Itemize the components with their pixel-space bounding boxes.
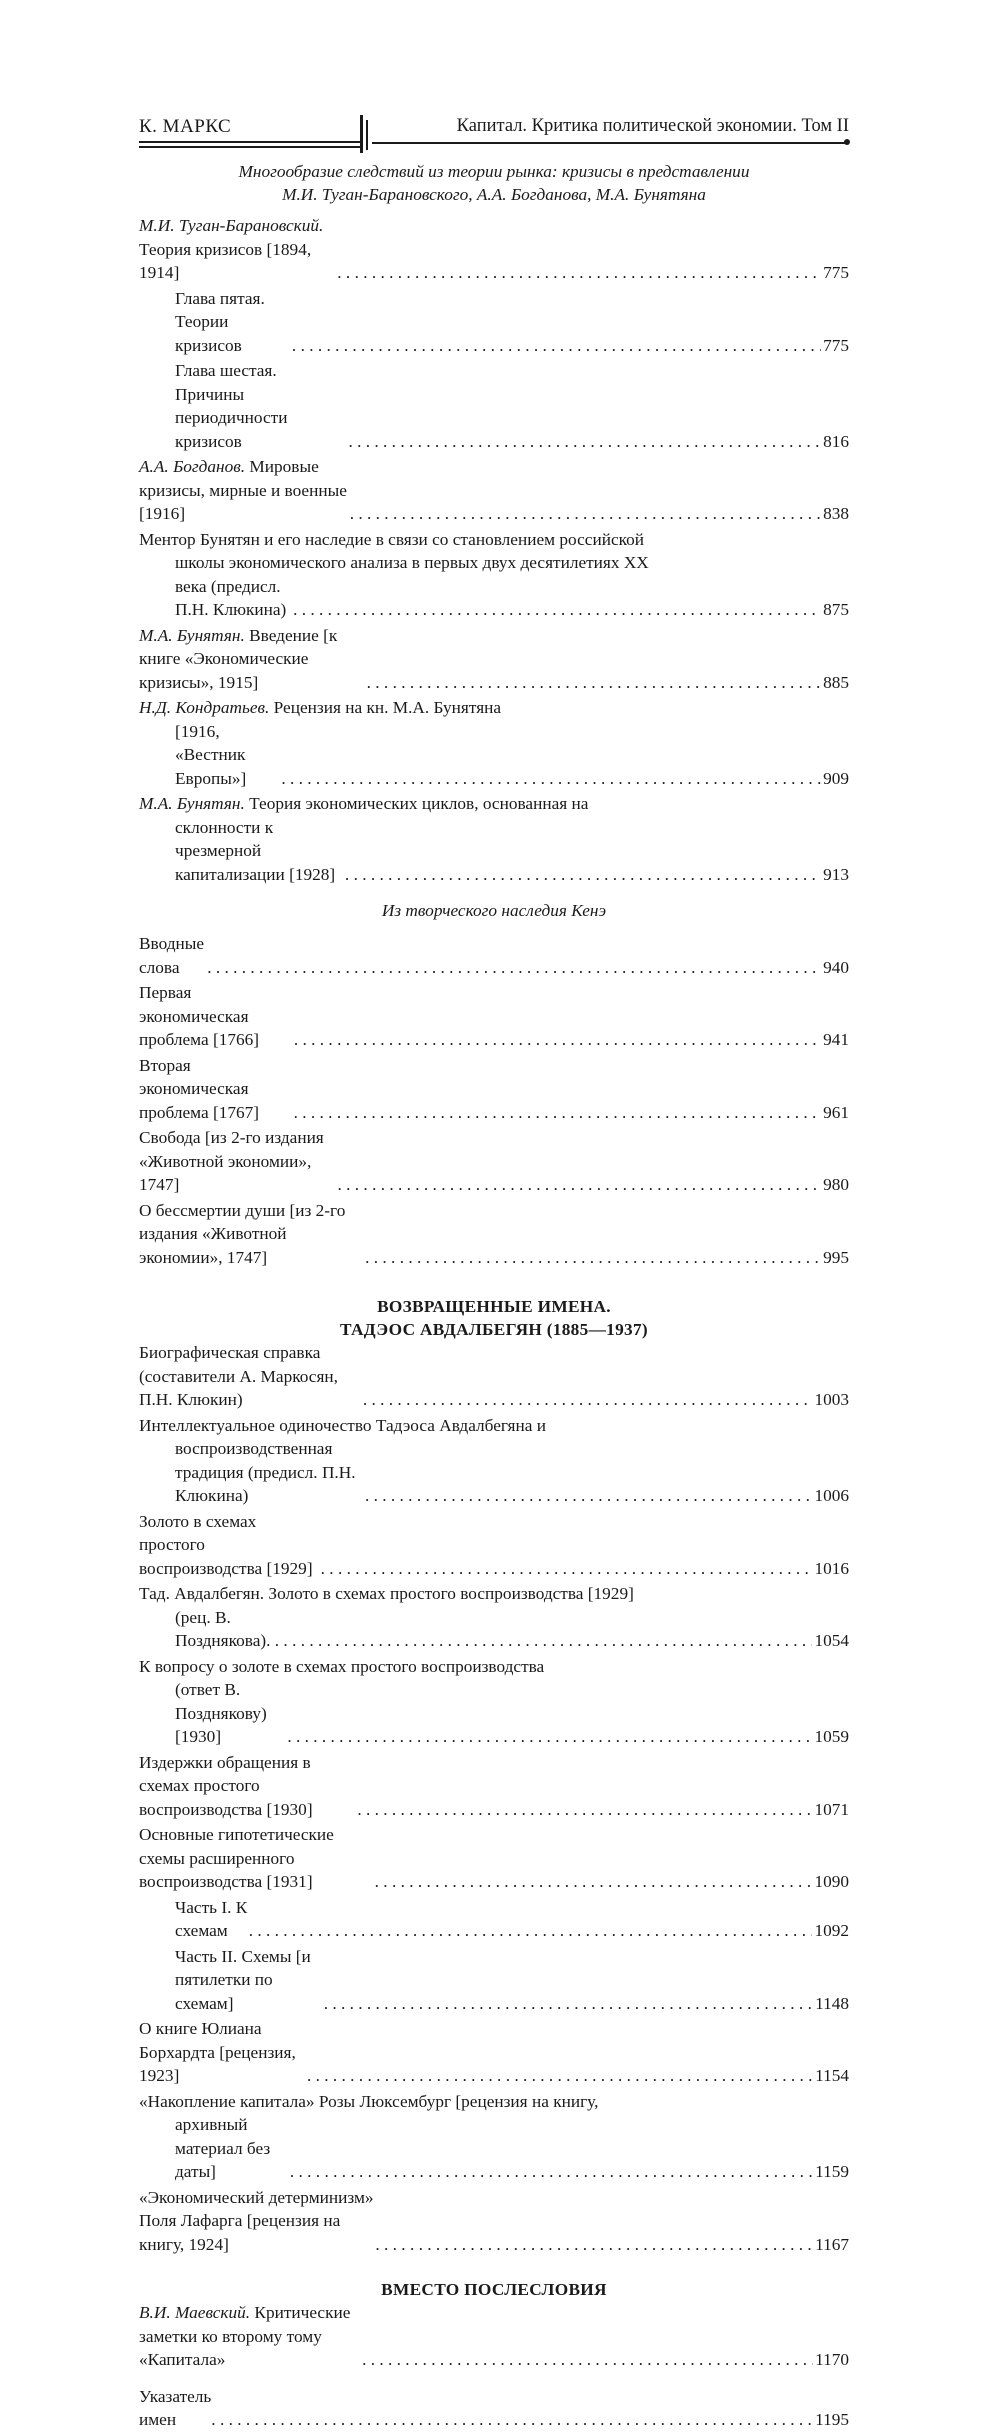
- dot-leader: [367, 671, 821, 695]
- entry-title-continued: [1916, «Вестник Европы»]: [175, 721, 247, 788]
- toc-entry[interactable]: [139, 1655, 849, 1749]
- entry-title-continued: века (предисл. П.Н. Клюкина): [175, 576, 287, 619]
- toc-section: [139, 160, 849, 886]
- page-number: 913: [823, 864, 849, 884]
- toc-entry[interactable]: [139, 359, 849, 453]
- entry-title: «Экономический детерминизм» Поля Лафарга [рецензия на книгу, 1924]: [139, 2187, 374, 2254]
- dot-leader: [294, 1028, 821, 1052]
- toc-entry[interactable]: [139, 792, 849, 886]
- section-title-line: М.И. Туган-Барановского, А.А. Богданова, М.А. Бунятяна: [282, 185, 706, 204]
- toc-entry[interactable]: [139, 2301, 849, 2372]
- entry-author: А.А. Богданов.: [139, 457, 246, 476]
- entry-title: Глава шестая. Причины периодичности кризисов: [175, 361, 288, 451]
- toc-entry[interactable]: [139, 1751, 849, 1822]
- entry-title: Золото в схемах простого воспроизводства [1929]: [139, 1511, 313, 1578]
- section-heading: ВМЕСТО ПОСЛЕСЛОВИЯ: [381, 2280, 607, 2299]
- entry-title: Ментор Бунятян и его наследие в связи со становлением российской: [139, 529, 645, 549]
- dot-leader: [211, 2408, 813, 2432]
- section-heading: [139, 1295, 849, 1341]
- entry-title: Интеллектуальное одиночество Тадэоса Авдалбегяна и: [139, 1415, 546, 1435]
- entry-title: К вопросу о золоте в схемах простого воспроизводства: [139, 1656, 545, 1676]
- entry-title: О бессмертии души [из 2-го издания «Животной экономии», 1747]: [139, 1200, 346, 1267]
- header-title: Капитал. Критика политической экономии. Том II: [456, 116, 849, 136]
- page-number: 1090: [814, 1872, 849, 1891]
- entry-title: Рецензия на кн. М.А. Бунятяна: [273, 698, 502, 717]
- header-rule: [139, 141, 361, 143]
- dot-leader: [375, 1870, 813, 1894]
- page-number: 775: [823, 263, 849, 282]
- dot-leader: [293, 598, 821, 622]
- dot-leader: [292, 334, 821, 358]
- entry-title-continued: архивный материал без даты]: [175, 2115, 271, 2181]
- toc-entry[interactable]: [139, 287, 849, 358]
- dot-leader: [207, 956, 821, 980]
- running-header: [139, 112, 849, 144]
- dot-leader: [375, 2233, 813, 2257]
- dot-leader: [307, 2064, 813, 2088]
- page-number: 909: [823, 768, 849, 788]
- dot-leader: [266, 1629, 812, 1653]
- dot-leader: [362, 2348, 813, 2372]
- entry-title: Указатель имен: [139, 2386, 212, 2429]
- toc-entry[interactable]: [139, 1510, 849, 1581]
- toc-entry[interactable]: [139, 981, 849, 1052]
- page-number: 875: [823, 600, 849, 619]
- toc-entry[interactable]: [139, 2385, 849, 2432]
- dot-leader: [287, 1725, 812, 1749]
- dot-leader: [338, 1173, 822, 1197]
- section-title-line: Многообразие следствий из теории рынка: кризисы в представлении: [238, 162, 750, 181]
- section-heading-line: ВОЗВРАЩЕННЫЕ ИМЕНА.: [377, 1297, 611, 1316]
- dot-leader: [249, 1919, 813, 1943]
- header-rule: [139, 146, 361, 148]
- entry-title-continued: школы экономического анализа в первых двух десятилетиях XX: [175, 553, 649, 572]
- entry-title: Теория экономических циклов, основанная на: [249, 794, 589, 813]
- page-number: 1167: [815, 2234, 849, 2254]
- dot-leader: [324, 1992, 813, 2016]
- section-title: Из творческого наследия Кенэ: [381, 901, 607, 920]
- page-number: 775: [823, 335, 849, 355]
- entry-title: Часть I. К схемам: [175, 1897, 248, 1940]
- entry-title: Первая экономическая проблема [1766]: [139, 983, 260, 1049]
- toc-entry[interactable]: [139, 1582, 849, 1653]
- entry-title: Теория кризисов [1894, 1914]: [139, 239, 312, 282]
- table-of-contents: [139, 160, 849, 2432]
- toc-entry[interactable]: [139, 624, 849, 695]
- dot-leader: [294, 1101, 821, 1125]
- dot-leader: [281, 767, 821, 791]
- page-number: 961: [823, 1102, 849, 1122]
- header-author: К. МАРКС: [139, 116, 232, 137]
- page-number: 1006: [814, 1486, 849, 1505]
- entry-title: Тад. Авдалбегян. Золото в схемах простого воспроизводства [1929]: [139, 1584, 634, 1603]
- entry-author: Н.Д. Кондратьев.: [139, 698, 270, 717]
- section-title: [139, 160, 849, 206]
- entry-title: Издержки обращения в схемах простого воспроизводства [1930]: [139, 1752, 313, 1819]
- entry-title: Вторая экономическая проблема [1767]: [139, 1055, 260, 1122]
- dot-leader: [348, 430, 821, 454]
- dot-leader: [290, 2160, 813, 2184]
- toc-entry[interactable]: [139, 1896, 849, 1943]
- toc-section: [139, 1295, 849, 2256]
- toc-entry[interactable]: [139, 528, 849, 622]
- entry-author: М.И. Туган-Барановский.: [139, 216, 324, 235]
- dot-leader: [365, 1484, 812, 1508]
- section-heading-line: ТАДЭОС АВДАЛБЕГЯН (1885—1937): [340, 1320, 648, 1339]
- entry-title-continued: (ответ В. Позднякову) [1930]: [175, 1680, 267, 1746]
- page-number: 1071: [814, 1799, 849, 1819]
- page-number: 1054: [814, 1631, 849, 1650]
- entry-title: Мировые кризисы, мирные и военные [1916]: [139, 457, 347, 523]
- toc-section: [139, 2278, 849, 2372]
- toc-entry[interactable]: [139, 1823, 849, 1894]
- dot-leader: [321, 1557, 813, 1581]
- toc-entry[interactable]: [139, 2186, 849, 2257]
- toc-section: [139, 2385, 849, 2432]
- toc-entry[interactable]: [139, 1199, 849, 1270]
- page-number: 1159: [815, 2162, 849, 2181]
- header-ornament-bar: [360, 115, 363, 153]
- entry-title: Свобода [из 2-го издания «Животной экономии», 1747]: [139, 1128, 324, 1194]
- dot-leader: [337, 261, 821, 285]
- toc-entry[interactable]: [139, 1054, 849, 1125]
- page-number: 838: [823, 504, 849, 523]
- page-number: 1059: [814, 1727, 849, 1746]
- page-number: 1154: [815, 2066, 849, 2085]
- page-number: 940: [823, 957, 849, 977]
- header-ornament-bar: [366, 120, 368, 150]
- dot-leader: [357, 1798, 812, 1822]
- page-number: 1170: [815, 2350, 849, 2369]
- toc-entry[interactable]: [139, 2017, 849, 2088]
- entry-author: М.А. Бунятян.: [139, 625, 245, 645]
- page-number: 941: [823, 1030, 849, 1049]
- toc-entry[interactable]: [139, 214, 849, 285]
- toc-entry[interactable]: [139, 455, 849, 526]
- entry-title: Критические заметки ко второму тому «Капитала»: [139, 2303, 351, 2369]
- toc-entry[interactable]: [139, 1414, 849, 1508]
- entry-title: О книге Юлиана Борхардта [рецензия, 1923]: [139, 2019, 296, 2085]
- page-number: 1148: [815, 1993, 849, 2013]
- entry-title: Биографическая справка (составители А. Маркосян, П.Н. Клюкин): [139, 1343, 338, 1409]
- page-number: 1195: [815, 2410, 849, 2429]
- entry-title-continued: воспроизводственная традиция (предисл. П.Н. Клюкина): [175, 1439, 356, 1505]
- entry-title: Основные гипотетические схемы расширенного воспроизводства [1931]: [139, 1825, 334, 1891]
- page-number: 1016: [814, 1558, 849, 1578]
- entry-title: «Накопление капитала» Розы Люксембург [рецензия на книгу,: [139, 2091, 599, 2111]
- page-number: 1092: [814, 1921, 849, 1940]
- entry-author: В.И. Маевский.: [139, 2303, 251, 2322]
- dot-leader: [345, 863, 821, 887]
- header-ornament-dot: [844, 139, 850, 145]
- page-number: 1003: [814, 1390, 849, 1409]
- dot-leader: [363, 1388, 813, 1412]
- entry-title-continued: склонности к чрезмерной капитализации [1928]: [175, 817, 336, 884]
- toc-entry[interactable]: [139, 1126, 849, 1197]
- page-number: 816: [823, 431, 849, 451]
- page-number: 885: [823, 672, 849, 692]
- toc-entry[interactable]: [139, 696, 849, 790]
- entry-title: Часть II. Схемы [и пятилетки по схемам]: [175, 1946, 311, 2013]
- page-number: 980: [823, 1175, 849, 1194]
- entry-title: Глава пятая. Теории кризисов: [175, 288, 265, 355]
- entry-title: Вводные слова: [139, 934, 205, 977]
- header-rule: [372, 142, 849, 144]
- page-number: 995: [823, 1247, 849, 1267]
- entry-title-continued: (рец. В. Позднякова): [175, 1607, 267, 1650]
- toc-entry[interactable]: [139, 1341, 849, 1412]
- toc-entry[interactable]: [139, 932, 849, 979]
- toc-entry[interactable]: [139, 1945, 849, 2016]
- dot-leader: [365, 1246, 821, 1270]
- toc-section: [139, 899, 849, 1269]
- entry-title: Введение [к книге «Экономические кризисы», 1915]: [139, 625, 338, 692]
- dot-leader: [350, 502, 821, 526]
- toc-entry[interactable]: [139, 2090, 849, 2184]
- entry-author: М.А. Бунятян.: [139, 794, 245, 813]
